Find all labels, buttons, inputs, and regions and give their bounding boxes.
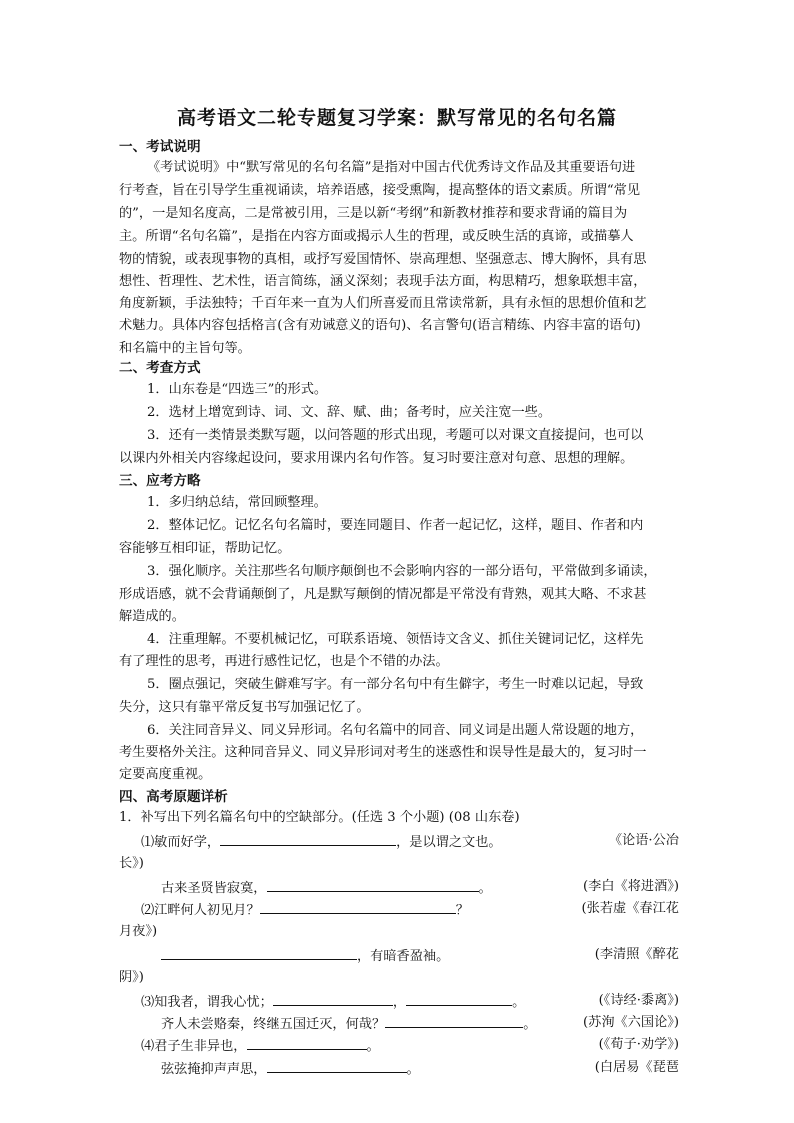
paragraph-line: 失分，这只有靠平常反复书写加强记忆了。 xyxy=(119,700,370,715)
question-text: 齐人未尝赂秦，终继五国迁灭，何哉？ xyxy=(161,1017,386,1032)
list-item: 3．强化顺序。关注那些名句顺序颠倒也不会影响内容的一部分语句，平常做到多诵读， xyxy=(147,564,657,579)
list-item: 1．多归纳总结，常回顾整理。 xyxy=(147,495,327,510)
question-text: ⑴敏而好学， xyxy=(141,835,221,850)
source-citation: (李白《将进酒》) xyxy=(582,879,679,894)
question-text: 。 xyxy=(406,1062,420,1077)
source-citation: (《诗经·黍离》) xyxy=(598,993,679,1008)
paragraph-line: 形成语感，就不会背诵颠倒了，凡是默写颠倒的情况都是平常没有背熟，观其大略、不求甚 xyxy=(119,587,647,602)
question-text: ？ xyxy=(455,903,469,918)
paragraph-line: 想性、哲理性、艺术性，语言简练，涵义深刻；表现手法方面，构思精巧，想象联想丰富， xyxy=(119,274,647,289)
fill-blank-line xyxy=(119,1035,679,1057)
source-citation: (李清照《醉花 xyxy=(594,947,679,962)
answer-blank[interactable] xyxy=(161,945,357,960)
source-citation: (白居易《琵琶 xyxy=(594,1060,679,1075)
question-prompt: 1．补写出下列名篇名句中的空缺部分。(任选 3 个小题) (08 山东卷) xyxy=(119,810,520,825)
fill-blank-line xyxy=(119,1013,679,1035)
section-heading-strategy: 三、应考方略 xyxy=(119,473,201,489)
answer-blank[interactable] xyxy=(247,1035,367,1050)
fill-blank-line xyxy=(119,899,679,921)
paragraph-line: 术魅力。具体内容包括格言(含有劝诫意义的语句)、名言警句(语言精练、内容丰富的语句) xyxy=(119,318,641,333)
list-item: 4．注重理解。不要机械记忆，可联系语境、领悟诗文含义、抓住关键词记忆，这样先 xyxy=(147,632,644,647)
list-item: 2．整体记忆。记忆名句名篇时，要连同题目、作者一起记忆，这样，题目、作者和内 xyxy=(147,518,644,533)
list-item: 3．还有一类情景类默写题，以问答题的形式出现，考题可以对课文直接提问，也可以 xyxy=(147,428,644,443)
fill-blank-line xyxy=(119,831,679,853)
paragraph-line: 《考试说明》中“默写常见的名句名篇”是指对中国古代优秀诗文作品及其重要语句进 xyxy=(147,160,636,175)
question-text: 。 xyxy=(478,881,492,896)
question-text: ⑷君子生非异也， xyxy=(141,1039,247,1054)
source-citation: (《荀子·劝学》) xyxy=(598,1037,679,1052)
section-heading-past-questions: 四、高考原题详析 xyxy=(119,789,228,805)
list-item: 1．山东卷是“四选三”的形式。 xyxy=(147,382,328,397)
answer-blank[interactable] xyxy=(220,831,396,846)
question-text: 弦弦掩抑声声思， xyxy=(161,1062,267,1077)
paragraph-line: 主。所谓“名句名篇”，是指在内容方面或揭示人生的哲理，或反映生活的真谛，或描摹人 xyxy=(119,229,634,244)
question-text: ， xyxy=(392,995,407,1010)
question-text: ，是以谓之文也。 xyxy=(396,835,502,850)
paragraph-line: 定要高度重视。 xyxy=(119,767,212,782)
list-item: 5．圈点强记，突破生僻难写字。有一部分名句中有生僻字，考生一时难以记起，导致 xyxy=(147,677,644,692)
question-text: ⑶知我者，谓我心忧； xyxy=(141,995,273,1010)
paragraph-line: 以课内外相关内容缘起设问，要求用课内名句作答。复习时要注意对句意、思想的理解。 xyxy=(119,451,634,466)
paragraph-line: 有了理性的思考，再进行感性记忆，也是个不错的办法。 xyxy=(119,654,449,669)
source-citation: 阴》) xyxy=(119,970,144,985)
list-item: 6．关注同音异义、同义异形词。名句名篇中的同音、同义词是出题人常设题的地方， xyxy=(147,723,644,738)
source-citation: 长》) xyxy=(119,856,144,871)
paragraph-line: 和名篇中的主旨句等。 xyxy=(119,341,251,356)
source-citation: 《论语·公冶 xyxy=(608,833,679,848)
page-title: 高考语文二轮专题复习学案：默写常见的名句名篇 xyxy=(176,107,617,129)
question-text: 。 xyxy=(512,995,526,1010)
paragraph-line: 角度新颖，手法独特；千百年来一直为人们所喜爱而且常读常新，具有永恒的思想价值和艺 xyxy=(119,296,647,311)
answer-blank[interactable] xyxy=(406,991,512,1006)
paragraph-line: 的”，一是知名度高，二是常被引用，三是以新“考纲”和新教材推荐和要求背诵的篇目为 xyxy=(119,206,628,221)
source-citation: (苏洵《六国论》) xyxy=(582,1015,679,1030)
answer-blank[interactable] xyxy=(267,1058,407,1073)
answer-blank[interactable] xyxy=(385,1013,523,1028)
question-text: ，有暗香盈袖。 xyxy=(357,949,450,964)
paragraph-line: 考生要格外关注。这种同音异义、同义异形词对考生的迷惑性和误导性是最大的，复习时一 xyxy=(119,745,647,760)
paragraph-line: 物的情貌，或表现事物的真相，或抒写爱国情怀、崇高理想、坚强意志、博大胸怀，具有思 xyxy=(119,252,647,267)
list-item: 2．选材上增宽到诗、词、文、辞、赋、曲；备考时，应关注宽一些。 xyxy=(147,405,552,420)
question-text: 。 xyxy=(366,1039,380,1054)
question-text: ⑵江畔何人初见月？ xyxy=(141,903,260,918)
section-heading-exam-description: 一、考试说明 xyxy=(119,139,201,155)
question-text: 古来圣贤皆寂寞， xyxy=(161,881,267,896)
source-citation: (张若虚《春江花 xyxy=(581,901,679,916)
paragraph-line: 解造成的。 xyxy=(119,609,185,624)
fill-blank-line xyxy=(119,945,679,967)
answer-blank[interactable] xyxy=(260,899,456,914)
section-heading-exam-format: 二、考查方式 xyxy=(119,360,201,376)
answer-blank[interactable] xyxy=(273,991,393,1006)
fill-blank-line xyxy=(119,1058,679,1080)
source-citation: 月夜》) xyxy=(119,924,158,939)
paragraph-line: 行考查，旨在引导学生重视诵读，培养语感，接受熏陶，提高整体的语文素质。所谓“常见 xyxy=(119,183,641,198)
fill-blank-line xyxy=(119,991,679,1013)
answer-blank[interactable] xyxy=(267,877,479,892)
paragraph-line: 容能够互相印证，帮助记忆。 xyxy=(119,541,291,556)
question-text: 。 xyxy=(523,1017,537,1032)
fill-blank-line xyxy=(119,877,679,899)
